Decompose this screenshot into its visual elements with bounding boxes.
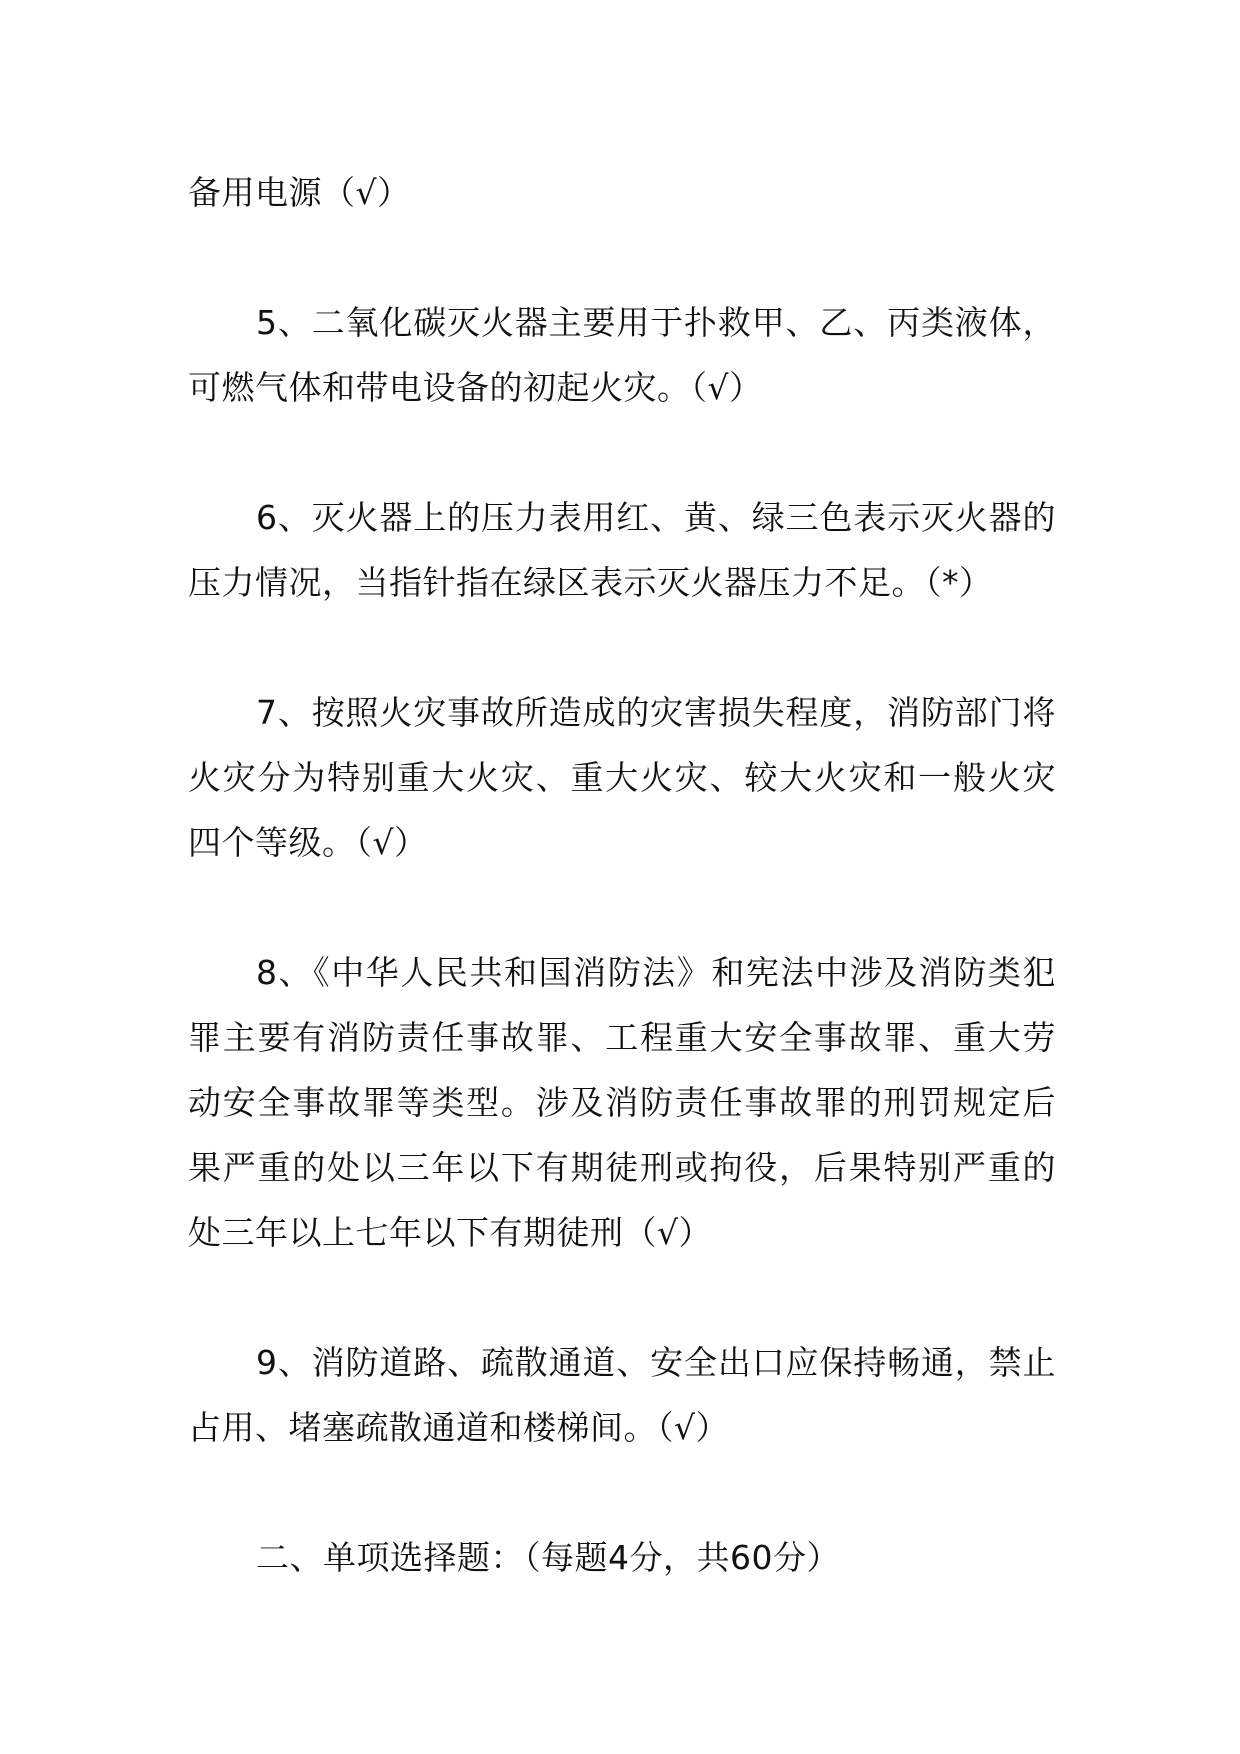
question-8: 8、《中华人民共和国消防法》和宪法中涉及消防类犯罪主要有消防责任事故罪、工程重大安全事故罪、重大劳动安全事故罪等类型。涉及消防责任事故罪的刑罚规定后果严重的处以三年以下有期徒刑或拘役，后果特别严重的处三年以上七年以下有期徒刑（√） [188, 953, 1056, 1252]
document-body [188, 160, 1056, 1590]
question-6: 6、灭火器上的压力表用红、黄、绿三色表示灭火器的压力情况，当指针指在绿区表示灭火器压力不足。（*） [188, 498, 1056, 602]
section-heading-single-choice: 二、单项选择题：（每题4分，共60分） [256, 1538, 840, 1577]
question-7: 7、按照火灾事故所造成的灾害损失程度，消防部门将火灾分为特别重大火灾、重大火灾、较大火灾和一般火灾四个等级。（√） [188, 693, 1056, 862]
question-5: 5、二氧化碳灭火器主要用于扑救甲、乙、丙类液体，可燃气体和带电设备的初起火灾。（√） [188, 303, 1056, 407]
paragraph-continuation: 备用电源（√） [188, 173, 411, 212]
question-9: 9、消防道路、疏散通道、安全出口应保持畅通，禁止占用、堵塞疏散通道和楼梯间。（√） [188, 1343, 1056, 1447]
